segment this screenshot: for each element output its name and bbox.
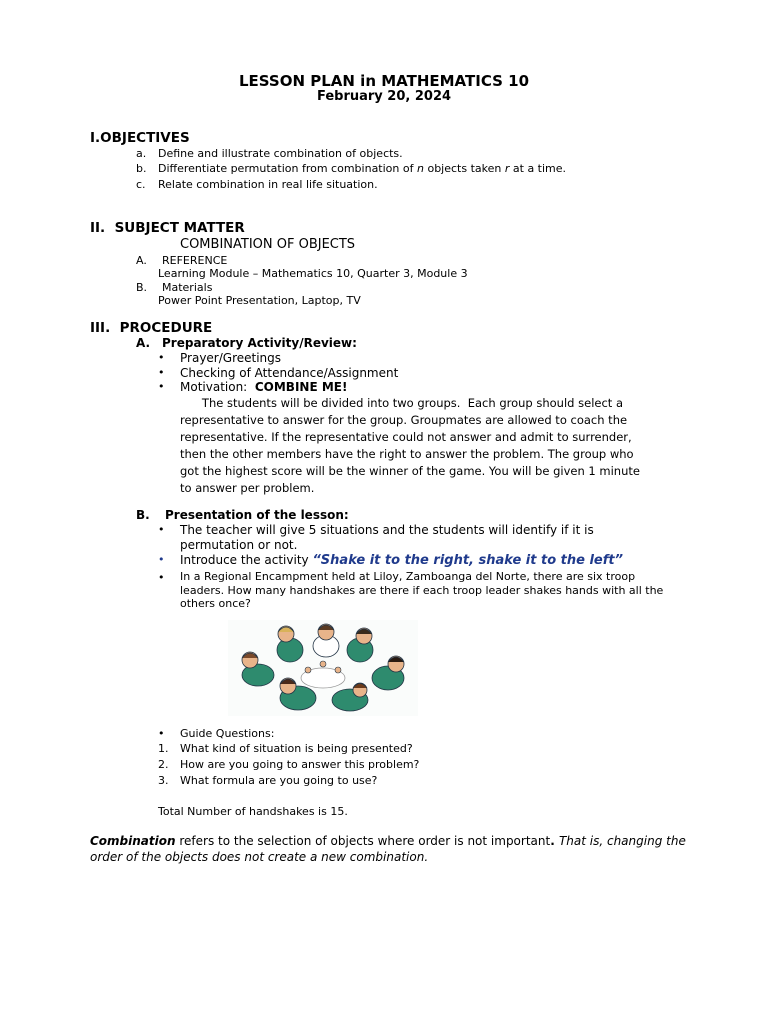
problem-text [180, 570, 663, 611]
problem-line-3: others once? [180, 597, 251, 610]
subject-matter-heading: II. SUBJECT MATTER [90, 220, 245, 236]
bullet-icon: • [158, 523, 165, 536]
materials-value: Power Point Presentation, Laptop, TV [158, 294, 361, 307]
guide-question-num-2: 2. [158, 758, 169, 771]
bullet-prayer: Prayer/Greetings [180, 351, 282, 365]
part-b-marker: B. [136, 508, 150, 522]
guide-question-1: What kind of situation is being presented? [180, 742, 413, 755]
situations-line-2: permutation or not. [180, 538, 298, 552]
motivation-line-5: got the highest score will be the winner of the game. You will be given 1 minute [180, 464, 640, 478]
guide-question-3: What formula are you going to use? [180, 774, 378, 787]
procedure-heading: III. PROCEDURE [90, 320, 213, 336]
introduce-activity-line: Introduce the activity “Shake it to the right, shake it to the left” [180, 553, 623, 568]
guide-question-2: How are you going to answer this problem? [180, 758, 420, 771]
total-handshakes: Total Number of handshakes is 15. [158, 805, 348, 818]
objective-marker-c: c. [136, 178, 146, 191]
bullet-icon: • [158, 351, 165, 364]
bullet-icon: • [158, 366, 165, 379]
bullet-attendance: Checking of Attendance/Assignment [180, 366, 399, 380]
problem-line-2: leaders. How many handshakes are there if each troop leader shakes hands with all the [180, 583, 664, 597]
objective-marker-a: a. [136, 147, 147, 160]
bullet-icon: • [158, 380, 165, 393]
materials-label: Materials [162, 281, 213, 294]
part-a-heading: Preparatory Activity/Review: [162, 336, 357, 350]
objectives-heading: I.OBJECTIVES [90, 130, 190, 146]
problem-line-1: In a Regional Encampment held at Liloy, Zamboanga del Norte, there are six troop [180, 570, 636, 583]
situations-line-1: The teacher will give 5 situations and the students will identify if it is [180, 523, 594, 537]
materials-marker: B. [136, 281, 148, 294]
motivation-line-1: The students will be divided into two groups. Each group should select a [180, 396, 623, 410]
motivation-line: Motivation: COMBINE ME! [180, 380, 348, 394]
topic-title: COMBINATION OF OBJECTS [180, 237, 356, 252]
page-title: LESSON PLAN in MATHEMATICS 10 [238, 72, 530, 90]
motivation-line-6: to answer per problem. [180, 481, 315, 495]
guide-question-num-1: 1. [158, 742, 169, 755]
combination-definition: Combination refers to the selection of objects where order is not important. That is, changing the order of the objects does not create a new combination. [90, 834, 686, 864]
objective-c: Relate combination in real life situation. [158, 178, 378, 191]
reference-label: REFERENCE [162, 254, 228, 267]
bullet-icon: • [158, 553, 165, 566]
part-a-marker: A. [136, 336, 151, 350]
activity-title: “Shake it to the right, shake it to the left” [312, 553, 623, 568]
lesson-date: February 20, 2024 [316, 89, 452, 104]
guide-question-num-3: 3. [158, 774, 169, 787]
bullet-icon: • [158, 727, 165, 740]
reference-value: Learning Module – Mathematics 10, Quarter 3, Module 3 [158, 267, 468, 280]
motivation-line-3: representative. If the representative could not answer and admit to surrender, [180, 430, 632, 444]
group-handshake-illustration [228, 620, 418, 716]
reference-marker: A. [136, 254, 147, 267]
motivation-paragraph [180, 395, 680, 497]
objective-b: Differentiate permutation from combination of n objects taken r at a time. [158, 162, 567, 175]
motivation-line-2: representative to answer for the group. Groupmates are allowed to coach the [180, 413, 628, 427]
bullet-icon: • [158, 571, 165, 584]
part-b-heading: Presentation of the lesson: [165, 508, 349, 522]
objective-marker-b: b. [136, 162, 147, 175]
objective-a: Define and illustrate combination of objects. [158, 147, 403, 160]
motivation-line-4: then the other members have the right to answer the problem. The group who [180, 447, 634, 461]
guide-questions-label: Guide Questions: [180, 727, 275, 740]
